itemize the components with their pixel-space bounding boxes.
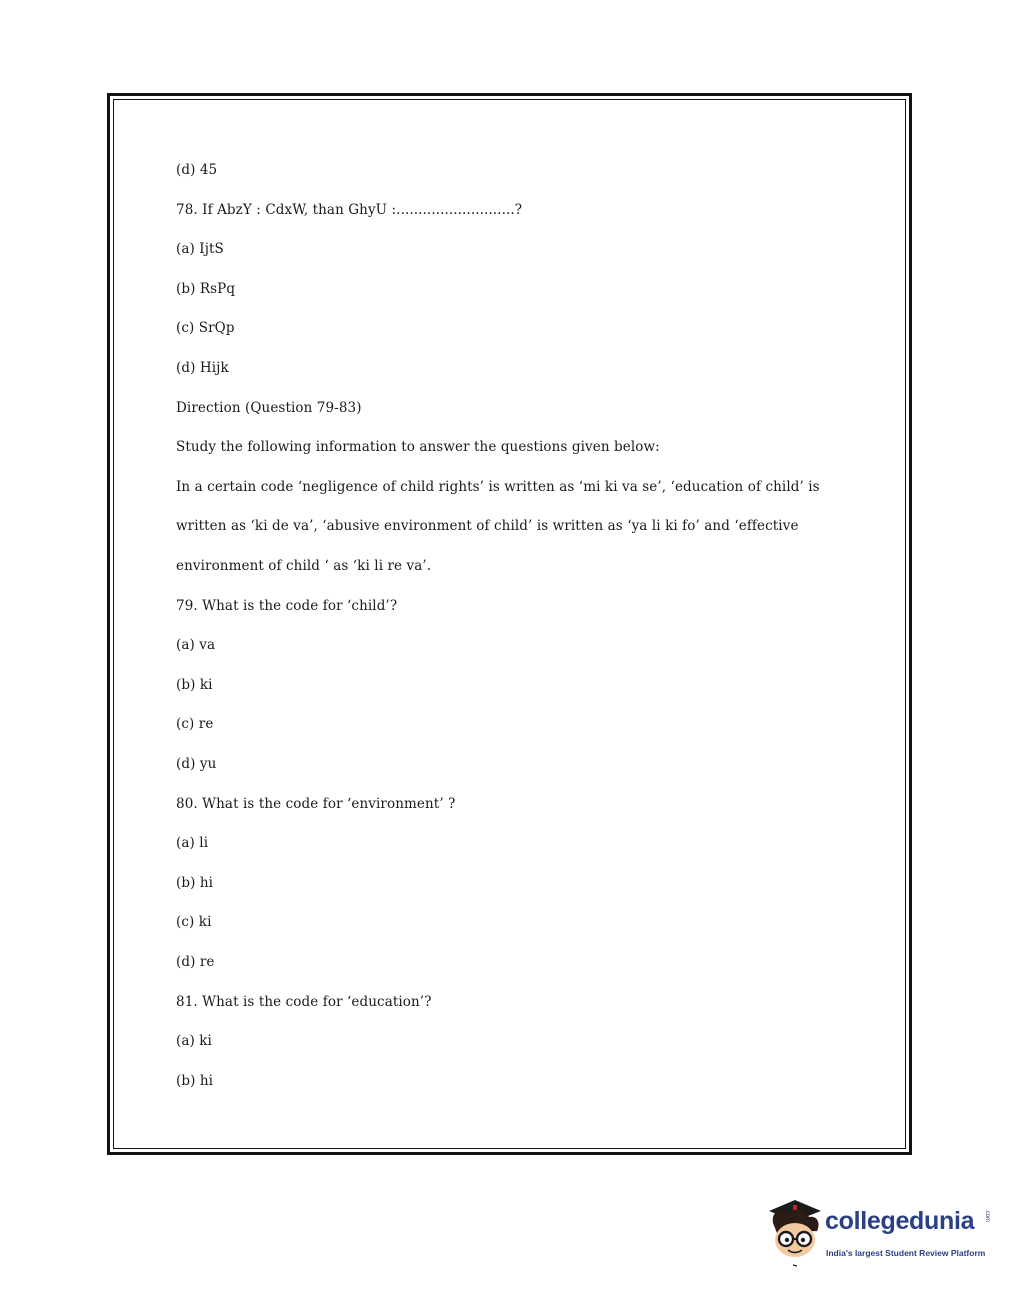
option-78-a: (a) IjtS (176, 241, 224, 257)
direction-heading: Direction (Question 79-83) (176, 400, 362, 416)
question-78: 78. If AbzY : CdxW, than GhyU :...........................? (176, 202, 523, 218)
option-80-a: (a) li (176, 835, 209, 851)
option-78-c: (c) SrQp (176, 320, 235, 336)
brand-suffix: .com (984, 1209, 990, 1223)
option-78-b: (b) RsPq (176, 281, 236, 297)
option-76-d: (d) 45 (176, 162, 218, 178)
passage-line-2: written as ‘ki de va’, ‘abusive environment of child’ is written as ‘ya li ki fo’ and ‘effective (176, 518, 799, 534)
option-81-b: (b) hi (176, 1073, 214, 1089)
question-80: 80. What is the code for ‘environment’ ? (176, 796, 456, 812)
option-80-b: (b) hi (176, 875, 214, 891)
option-81-a: (a) ki (176, 1033, 212, 1049)
collegedunia-logo[interactable] (765, 1197, 995, 1269)
option-79-c: (c) re (176, 716, 214, 732)
option-79-b: (b) ki (176, 677, 213, 693)
mascot-icon (765, 1197, 827, 1269)
option-78-d: (d) Hijk (176, 360, 229, 376)
option-80-d: (d) re (176, 954, 215, 970)
option-80-c: (c) ki (176, 914, 212, 930)
option-79-a: (a) va (176, 637, 216, 653)
brand-name: collegedunia (825, 1207, 975, 1235)
question-79: 79. What is the code for ‘child’? (176, 598, 398, 614)
brand-tagline: India's largest Student Review Platform (826, 1248, 986, 1258)
direction-instruction: Study the following information to answer the questions given below: (176, 439, 660, 455)
page-border-inner (113, 99, 906, 1149)
passage-line-1: In a certain code ‘negligence of child rights’ is written as ‘mi ki va se’, ‘education of child’ is (176, 479, 820, 495)
question-81: 81. What is the code for ‘education’? (176, 994, 432, 1010)
passage-line-3: environment of child ‘ as ‘ki li re va’. (176, 558, 432, 574)
option-79-d: (d) yu (176, 756, 217, 772)
